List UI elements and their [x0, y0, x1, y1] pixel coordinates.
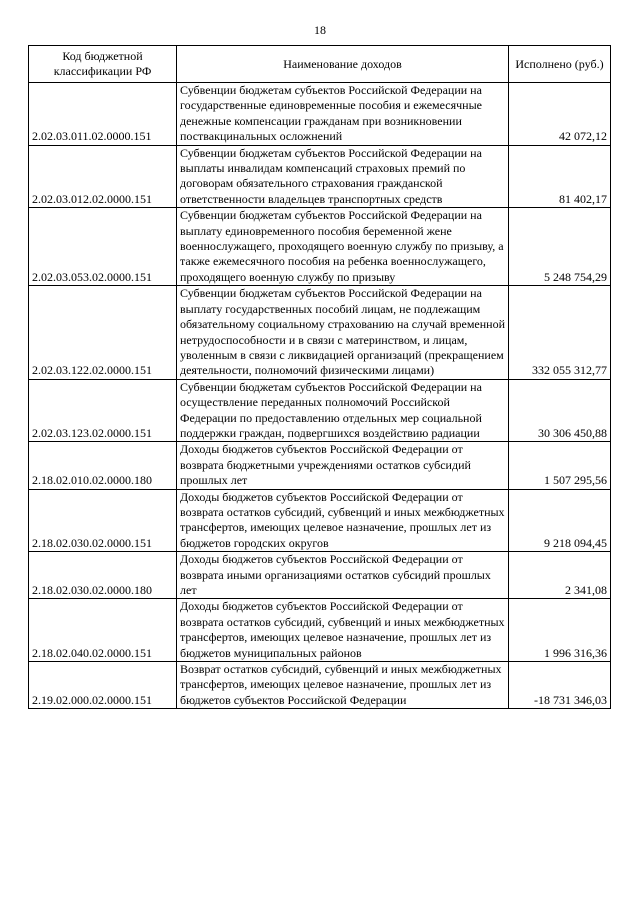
row-name: Доходы бюджетов субъектов Российской Федерации от возврата остатков субсидий, субвенций и иных межбюджетных трансфертов, имеющих целевое назначение, прошлых лет из бюджетов городских округов [177, 489, 509, 552]
row-code: 2.02.03.011.02.0000.151 [29, 83, 177, 146]
row-name: Субвенции бюджетам субъектов Российской Федерации на выплату единовременного пособия беременной жене военнослужащего, проходящего военную службу по призыву, а также ежемесячного пособия на ребенка военнослужащего, проходящего военную службу по призыву [177, 208, 509, 286]
header-name: Наименование доходов [177, 46, 509, 83]
header-code: Код бюджетной классификации РФ [29, 46, 177, 83]
row-amount: -18 731 346,03 [509, 662, 611, 709]
table-row [29, 442, 611, 489]
table-row [29, 145, 611, 208]
table-header-row [29, 46, 611, 83]
page-number: 18 [314, 23, 326, 37]
row-code: 2.18.02.030.02.0000.180 [29, 552, 177, 599]
row-amount: 42 072,12 [509, 83, 611, 146]
table-row [29, 599, 611, 662]
row-code: 2.02.03.053.02.0000.151 [29, 208, 177, 286]
table-row [29, 83, 611, 146]
row-name: Доходы бюджетов субъектов Российской Федерации от возврата иными организациями остатков субсидий прошлых лет [177, 552, 509, 599]
header-amount: Исполнено (руб.) [509, 46, 611, 83]
row-amount: 5 248 754,29 [509, 208, 611, 286]
row-amount: 1 996 316,36 [509, 599, 611, 662]
row-amount: 30 306 450,88 [509, 379, 611, 442]
row-amount: 9 218 094,45 [509, 489, 611, 552]
row-name: Доходы бюджетов субъектов Российской Федерации от возврата бюджетными учреждениями остатков субсидий прошлых лет [177, 442, 509, 489]
row-code: 2.19.02.000.02.0000.151 [29, 662, 177, 709]
revenue-table [28, 45, 611, 709]
row-name: Субвенции бюджетам субъектов Российской Федерации на осуществление переданных полномочий Российской Федерации по предоставлению отдельных мер социальной поддержки граждан, подвергшихся воздействию радиации [177, 379, 509, 442]
table-row [29, 489, 611, 552]
table-row [29, 208, 611, 286]
table-row [29, 286, 611, 379]
row-name: Доходы бюджетов субъектов Российской Федерации от возврата остатков субсидий, субвенций и иных межбюджетных трансфертов, имеющих целевое назначение, прошлых лет из бюджетов муниципальных районов [177, 599, 509, 662]
table-row [29, 552, 611, 599]
row-code: 2.18.02.040.02.0000.151 [29, 599, 177, 662]
row-name: Возврат остатков субсидий, субвенций и иных межбюджетных трансфертов, имеющих целевое назначение, прошлых лет из бюджетов субъектов Российской Федерации [177, 662, 509, 709]
row-code: 2.18.02.030.02.0000.151 [29, 489, 177, 552]
row-name: Субвенции бюджетам субъектов Российской Федерации на государственные единовременные пособия и ежемесячные денежные компенсации гражданам при возникновении поствакцинальных осложнений [177, 83, 509, 146]
row-amount: 81 402,17 [509, 145, 611, 208]
row-code: 2.18.02.010.02.0000.180 [29, 442, 177, 489]
row-amount: 332 055 312,77 [509, 286, 611, 379]
row-name: Субвенции бюджетам субъектов Российской Федерации на выплату государственных пособий лицам, не подлежащим обязательному социальному страхованию на случай временной нетрудоспособности и в связи с материнством, и лицам, уволенным в связи с ликвидацией организаций (прекращением деятельности, полномочий физическими лицами) [177, 286, 509, 379]
table-row [29, 662, 611, 709]
row-code: 2.02.03.122.02.0000.151 [29, 286, 177, 379]
row-name: Субвенции бюджетам субъектов Российской Федерации на выплаты инвалидам компенсаций страховых премий по договорам обязательного страхования гражданской ответственности владельцев транспортных средств [177, 145, 509, 208]
table-row [29, 379, 611, 442]
row-amount: 2 341,08 [509, 552, 611, 599]
row-code: 2.02.03.012.02.0000.151 [29, 145, 177, 208]
row-amount: 1 507 295,56 [509, 442, 611, 489]
row-code: 2.02.03.123.02.0000.151 [29, 379, 177, 442]
